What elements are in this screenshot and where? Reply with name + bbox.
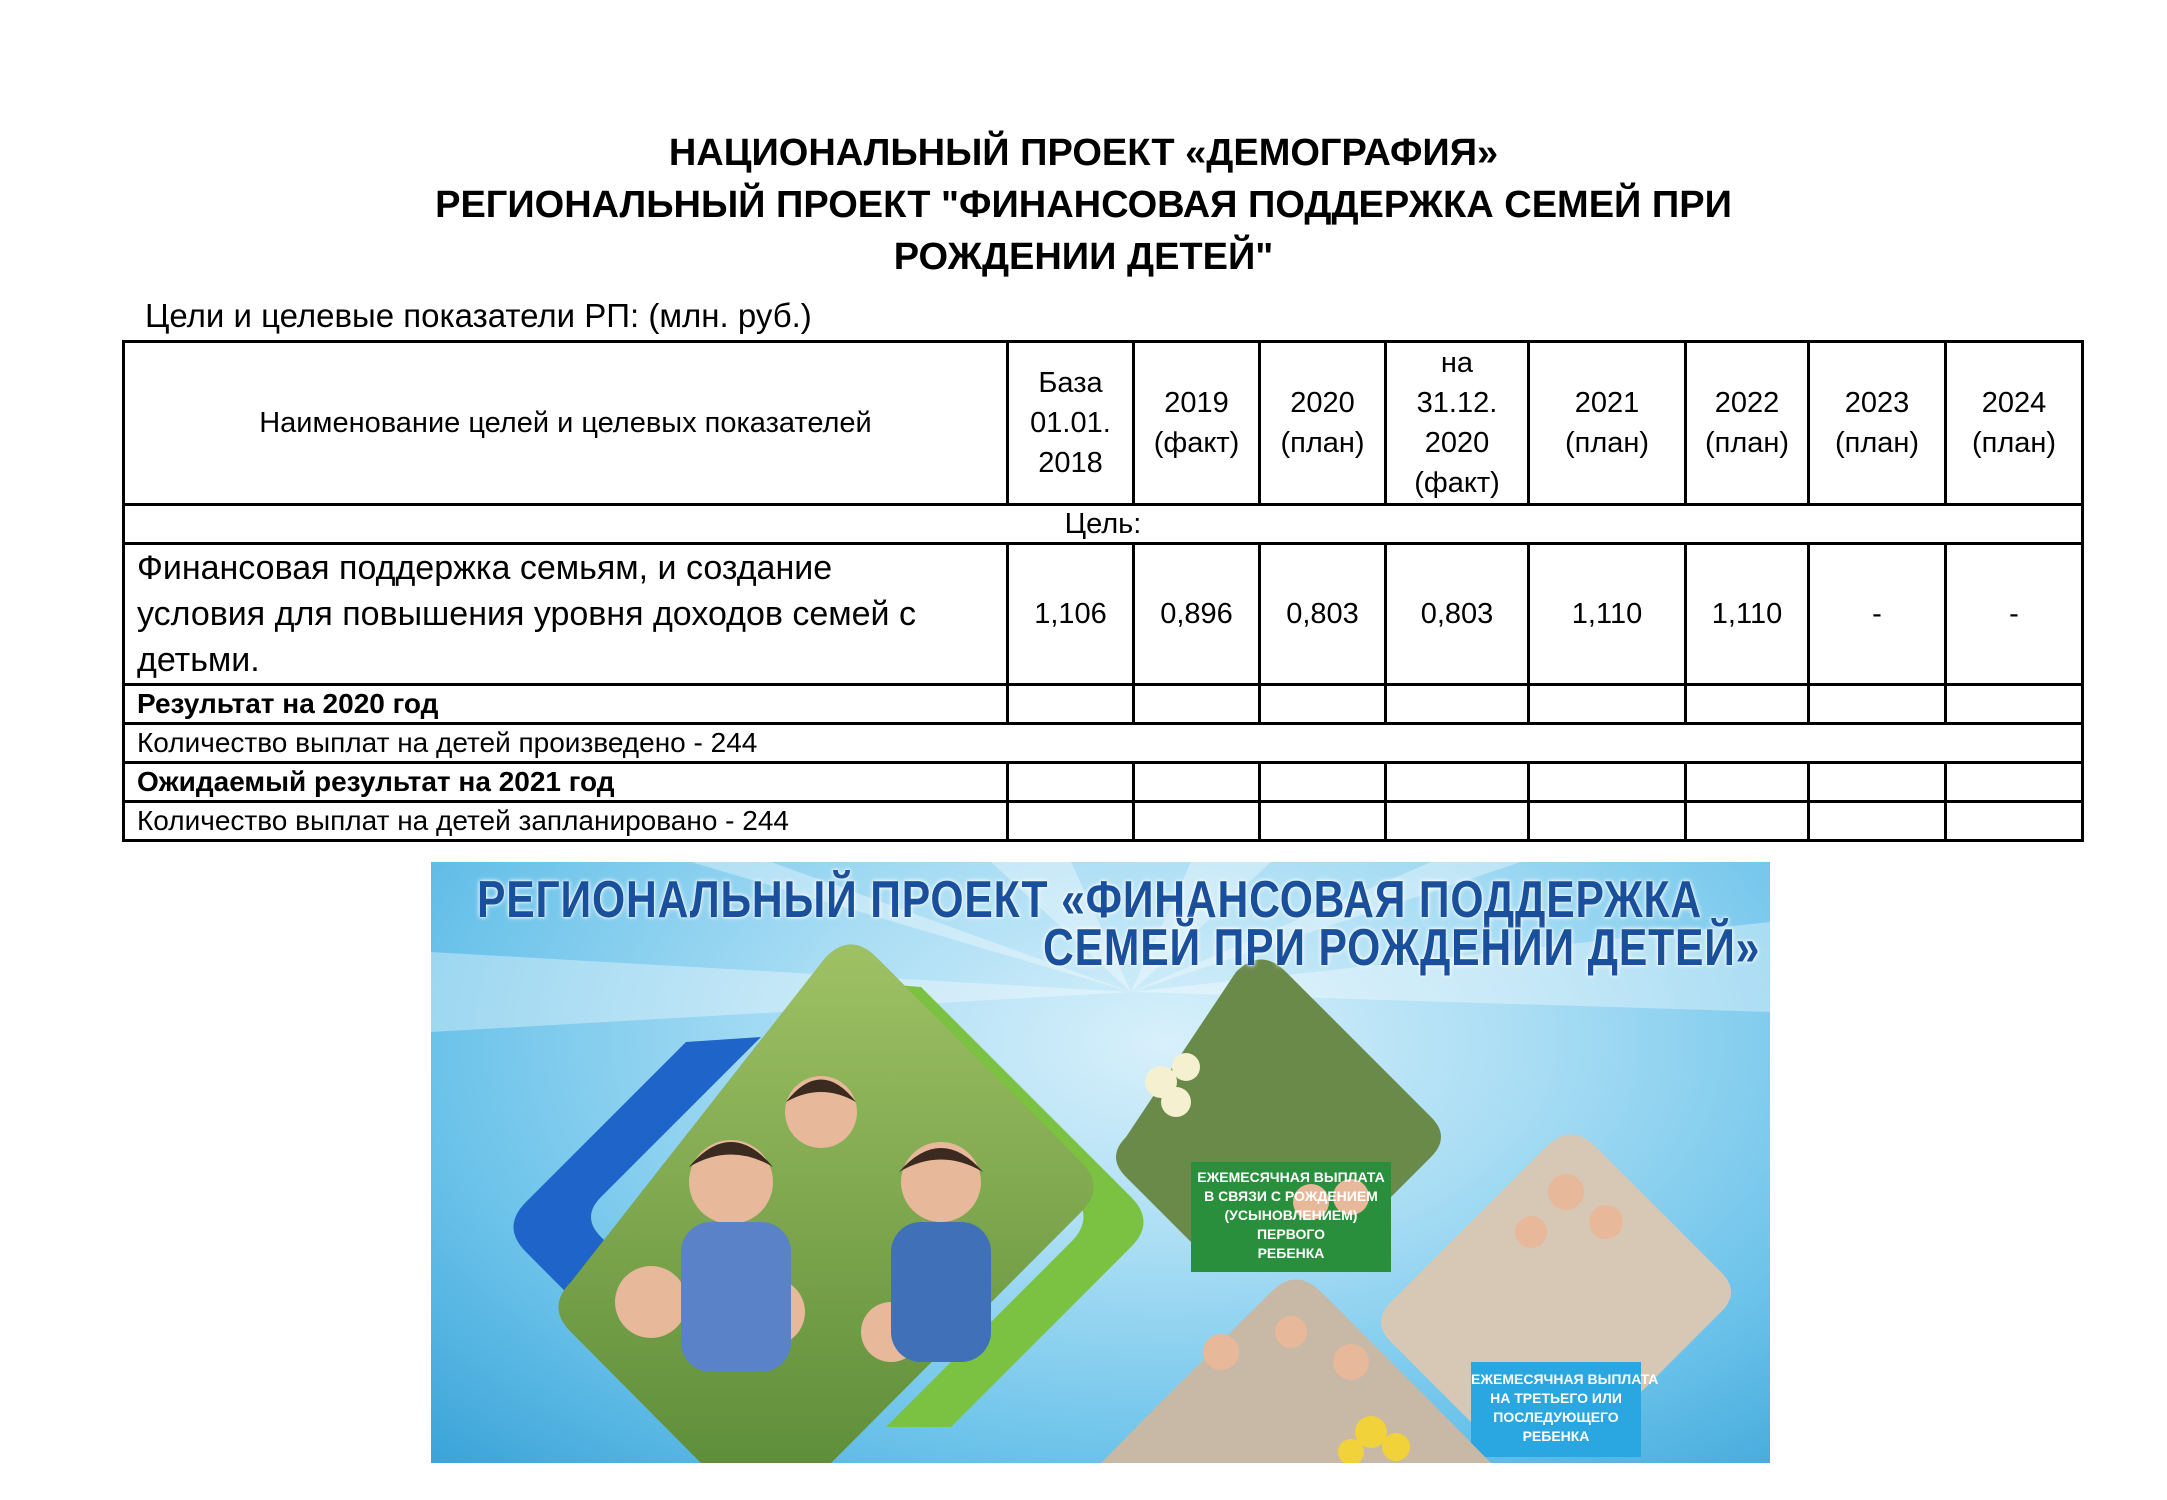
column-header-2022: 2022 (план) bbox=[1686, 342, 1809, 505]
value-cell: 1,110 bbox=[1529, 544, 1686, 685]
value-cell: - bbox=[1809, 544, 1946, 685]
goal-label-row bbox=[124, 505, 2083, 544]
goal-description: Финансовая поддержка семьям, и создание условия для повышения уровня доходов семей с детьми. bbox=[124, 544, 1008, 685]
title-line-1: НАЦИОНАЛЬНЫЙ ПРОЕКТ «ДЕМОГРАФИЯ» bbox=[668, 132, 1499, 174]
column-header-base: База 01.01. 2018 bbox=[1008, 342, 1134, 505]
column-header-2019: 2019 (факт) bbox=[1134, 342, 1260, 505]
title-line-2: РЕГИОНАЛЬНЫЙ ПРОЕКТ "ФИНАНСОВАЯ ПОДДЕРЖКА СЕМЕЙ ПРИ bbox=[435, 184, 1732, 226]
column-header-2020-fact: на 31.12. 2020 (факт) bbox=[1386, 342, 1529, 505]
value-cell: 0,896 bbox=[1134, 544, 1260, 685]
result-2021-text: Количество выплат на детей запланировано - 244 bbox=[124, 802, 1008, 841]
table-header-row bbox=[124, 342, 2083, 505]
result-2020-label-row bbox=[124, 685, 2083, 724]
column-header-2020: 2020 (план) bbox=[1260, 342, 1386, 505]
caption-third-child: ЕЖЕМЕСЯЧНАЯ ВЫПЛАТА НА ТРЕТЬЕГО ИЛИ ПОСЛЕДУЮЩЕГО РЕБЕНКА bbox=[1471, 1371, 1659, 1444]
banner-title-line-1: РЕГИОНАЛЬНЫЙ ПРОЕКТ «ФИНАНСОВАЯ ПОДДЕРЖКА bbox=[477, 871, 1702, 929]
result-2020-text: Количество выплат на детей произведено - 244 bbox=[124, 724, 2083, 763]
table-caption: Цели и целевые показатели РП: (млн. руб.) bbox=[145, 297, 812, 334]
banner-title-line-2: СЕМЕЙ ПРИ РОЖДЕНИИ ДЕТЕЙ» bbox=[1043, 919, 1761, 977]
goal-label: Цель: bbox=[124, 505, 2083, 544]
name-column-header: Наименование целей и целевых показателей bbox=[124, 342, 1008, 505]
value-cell: 0,803 bbox=[1386, 544, 1529, 685]
result-2021-label-row bbox=[124, 763, 2083, 802]
result-2021-text-row bbox=[124, 802, 2083, 841]
result-2020-text-row bbox=[124, 724, 2083, 763]
page-title bbox=[0, 127, 2167, 283]
title-line-3: РОЖДЕНИИ ДЕТЕЙ" bbox=[893, 236, 1274, 278]
project-banner bbox=[431, 862, 1770, 1463]
value-cell: - bbox=[1946, 544, 2083, 685]
result-2021-label: Ожидаемый результат на 2021 год bbox=[124, 763, 1008, 802]
result-2020-label: Результат на 2020 год bbox=[124, 685, 1008, 724]
value-cell: 0,803 bbox=[1260, 544, 1386, 685]
value-cell: 1,110 bbox=[1686, 544, 1809, 685]
goal-data-row bbox=[124, 544, 2083, 685]
caption-first-child: ЕЖЕМЕСЯЧНАЯ ВЫПЛАТА В СВЯЗИ С РОЖДЕНИЕМ (УСЫНОВЛЕНИЕМ) ПЕРВОГО РЕБЕНКА bbox=[1197, 1169, 1385, 1261]
column-header-2021: 2021 (план) bbox=[1529, 342, 1686, 505]
column-header-2023: 2023 (план) bbox=[1809, 342, 1946, 505]
value-cell: 1,106 bbox=[1008, 544, 1134, 685]
column-header-2024: 2024 (план) bbox=[1946, 342, 2083, 505]
goals-table bbox=[122, 340, 2084, 842]
